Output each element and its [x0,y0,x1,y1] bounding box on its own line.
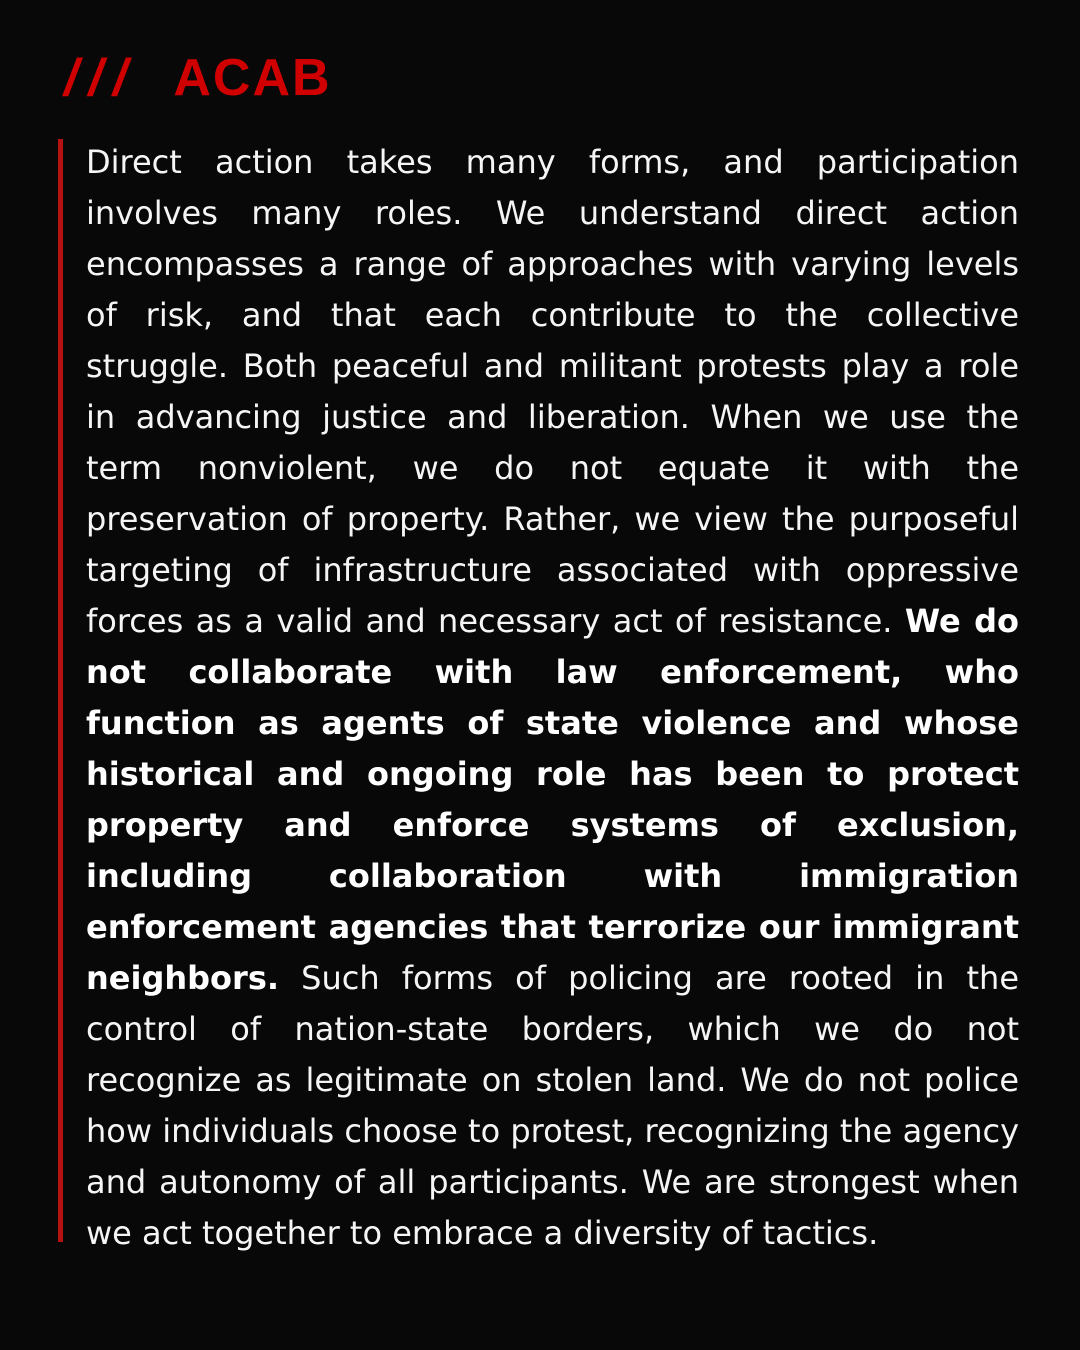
slash-divider-icon: /// [64,49,138,107]
statement-block [58,139,1020,1252]
header [64,48,332,108]
statement-outro: Such forms of policing are rooted in the control of nation-state borders, which we do not recognize as legitimate on stolen land. We do not police how individuals choose to protest, recognizing the agency and autonomy of all participants. We are strongest when we act together to embrace a diversity of tactics. [86,959,1019,1252]
statement-emphasis: We do not collaborate with law enforcement, who function as agents of state violence and whose historical and ongoing role has been to protect property and enforce systems of exclusion, including collaboration with immigration enforcement agencies that terrorize our immigrant neighbors. [86,602,1020,997]
statement-paragraph [86,137,1019,1259]
statement-intro: Direct action takes many forms, and participation involves many roles. We understand direct action encompasses a range of approaches with varying levels of risk, and that each contribute to the collective struggle. Both peaceful and militant protests play a role in advancing justice and liberation. When we use the term nonviolent, we do not equate it with the preservation of property. Rather, we view the purposeful targeting of infrastructure associated with oppressive forces as a valid and necessary act of resistance. [86,143,1019,640]
page-title: ACAB [173,49,332,107]
accent-rule [58,139,63,1242]
